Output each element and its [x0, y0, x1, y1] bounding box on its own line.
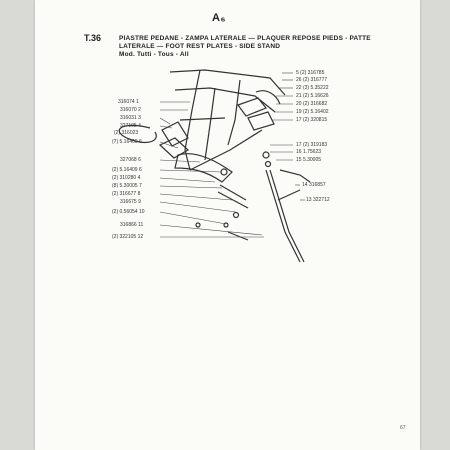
frame-drawing [119, 70, 310, 262]
svg-text:327068 6: 327068 6 [120, 157, 141, 163]
title-line-1: PIASTRE PEDANE - ZAMPA LATERALE — PLAQUER REPOSE PIEDS - PATTE [119, 35, 371, 42]
svg-text:316675 9: 316675 9 [120, 199, 141, 205]
svg-text:5 (2) 316785: 5 (2) 316785 [296, 70, 325, 76]
page-code: T.36 [84, 33, 102, 43]
page-number: 67 [400, 425, 406, 431]
svg-text:(2) 316677 8: (2) 316677 8 [112, 191, 141, 197]
svg-text:(2) 316023: (2) 316023 [114, 130, 139, 136]
svg-text:22 (3) 5.35222: 22 (3) 5.35222 [296, 85, 329, 91]
svg-text:17 (2) 320815: 17 (2) 320815 [296, 117, 328, 123]
catalog-mark: A₆ [212, 12, 226, 24]
svg-text:316070 2: 316070 2 [120, 107, 141, 113]
svg-text:20 (2) 316682: 20 (2) 316682 [296, 101, 328, 107]
svg-text:316866 11: 316866 11 [120, 222, 144, 228]
svg-text:19 (2) 5.16402: 19 (2) 5.16402 [296, 109, 329, 115]
right-part-labels [296, 70, 330, 203]
left-leader-lines [160, 102, 264, 237]
svg-text:21 (2) 5.16626: 21 (2) 5.16626 [296, 93, 329, 99]
left-part-labels [112, 99, 145, 240]
svg-text:15 5.30005: 15 5.30005 [296, 157, 322, 163]
svg-text:14 316857: 14 316857 [302, 182, 326, 188]
svg-text:(7) 5.16400 6: (7) 5.16400 6 [112, 139, 142, 145]
svg-text:13 322712: 13 322712 [306, 197, 330, 203]
svg-text:316074 1: 316074 1 [118, 99, 139, 105]
svg-text:(2) 322105 12: (2) 322105 12 [112, 234, 144, 240]
svg-text:(2) 310280 4: (2) 310280 4 [112, 175, 141, 181]
svg-text:327105 4: 327105 4 [120, 123, 141, 129]
svg-text:(2) 0.56054 10: (2) 0.56054 10 [112, 209, 145, 215]
svg-text:16 1.75623: 16 1.75623 [296, 149, 322, 155]
title-line-3: Mod. Tutti - Tous - All [119, 51, 189, 58]
title-line-2: LATERALE — FOOT REST PLATES - SIDE STAND [119, 43, 281, 50]
svg-text:26 (2) 316777: 26 (2) 316777 [296, 77, 328, 83]
svg-text:17 (2) 319183: 17 (2) 319183 [296, 142, 328, 148]
svg-text:316031 3: 316031 3 [120, 115, 141, 121]
svg-text:(8) 5.30005 7: (8) 5.30005 7 [112, 183, 142, 189]
svg-text:(2) 5.16409 6: (2) 5.16409 6 [112, 167, 142, 173]
